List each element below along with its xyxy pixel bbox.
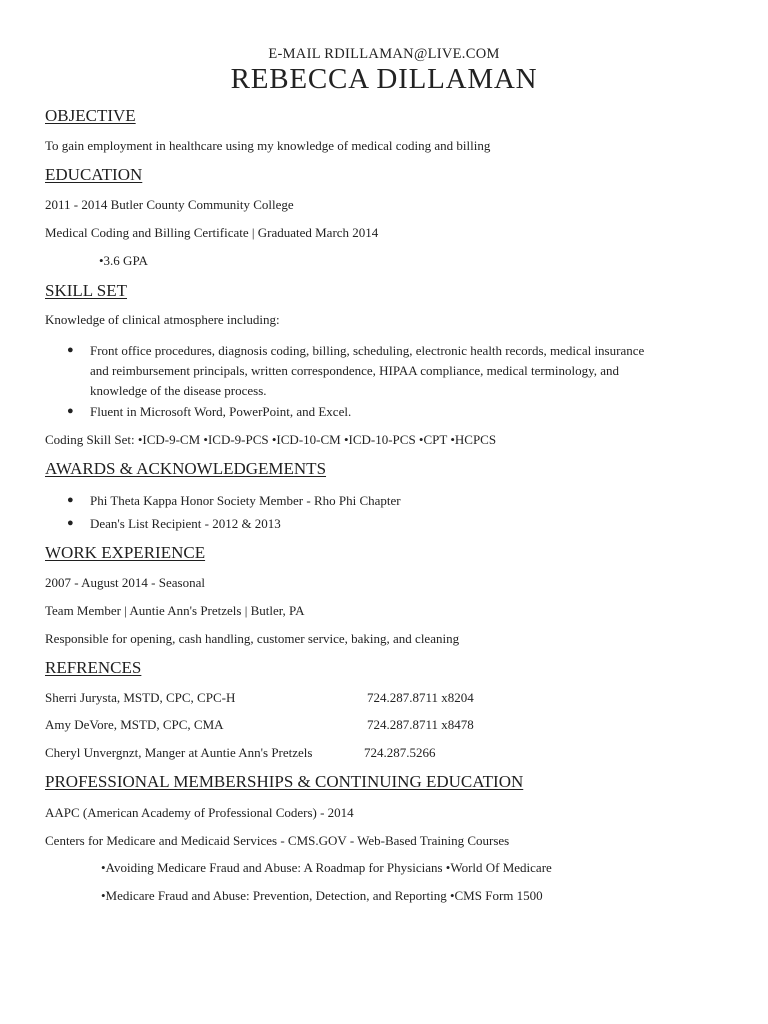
award-item: Phi Theta Kappa Honor Society Member - Rho Phi Chapter	[90, 493, 401, 508]
course-line: •Medicare Fraud and Abuse: Prevention, Detection, and Reporting •CMS Form 1500	[101, 888, 543, 903]
reference-name: Cheryl Unvergnzt, Manger at Auntie Ann's Pretzels	[45, 745, 313, 760]
bullet-icon: ●	[67, 494, 74, 506]
skills-intro: Knowledge of clinical atmosphere including:	[45, 312, 280, 327]
bullet-icon: ●	[67, 517, 74, 529]
awards-heading: AWARDS & ACKNOWLEDGEMENTS	[45, 459, 327, 478]
education-school: 2011 - 2014 Butler County Community College	[45, 197, 294, 212]
skills-bullet-line: Front office procedures, diagnosis coding, billing, scheduling, electronic health records, medical insurance	[90, 343, 645, 358]
membership-aapc: AAPC (American Academy of Professional Coders) - 2014	[45, 805, 354, 820]
objective-heading: OBJECTIVE	[45, 106, 136, 125]
reference-name: Sherri Jurysta, MSTD, CPC, CPC-H	[45, 690, 236, 705]
skills-bullet-line: knowledge of the disease process.	[90, 383, 267, 398]
skills-bullet-line: and reimbursement principals, written correspondence, HIPAA compliance, medical terminology, and	[90, 363, 619, 378]
coding-skill-set: Coding Skill Set: •ICD-9-CM •ICD-9-PCS •ICD-10-CM •ICD-10-PCS •CPT •HCPCS	[45, 432, 497, 447]
education-certificate: Medical Coding and Billing Certificate | Graduated March 2014	[45, 225, 379, 240]
bullet-icon: ●	[67, 344, 74, 356]
memberships-heading: PROFESSIONAL MEMBERSHIPS & CONTINUING EDUCATION	[45, 772, 524, 791]
reference-name: Amy DeVore, MSTD, CPC, CMA	[45, 717, 224, 732]
skills-heading: SKILL SET	[45, 281, 128, 300]
work-dates: 2007 - August 2014 - Seasonal	[45, 575, 205, 590]
email-line: E-MAIL RDILLAMAN@LIVE.COM	[268, 46, 500, 62]
work-description: Responsible for opening, cash handling, customer service, baking, and cleaning	[45, 631, 460, 646]
work-title: Team Member | Auntie Ann's Pretzels | Butler, PA	[45, 603, 305, 618]
bullet-icon: ●	[67, 405, 74, 417]
reference-phone: 724.287.8711 x8478	[367, 717, 474, 732]
skills-bullet-office: Fluent in Microsoft Word, PowerPoint, and Excel.	[90, 404, 352, 419]
membership-cms: Centers for Medicare and Medicaid Services - CMS.GOV - Web-Based Training Courses	[45, 833, 510, 848]
course-line: •Avoiding Medicare Fraud and Abuse: A Roadmap for Physicians •World Of Medicare	[101, 860, 552, 875]
reference-phone: 724.287.8711 x8204	[367, 690, 474, 705]
work-heading: WORK EXPERIENCE	[45, 543, 206, 562]
award-item: Dean's List Recipient - 2012 & 2013	[90, 516, 281, 531]
education-heading: EDUCATION	[45, 165, 143, 184]
education-gpa: •3.6 GPA	[99, 253, 148, 268]
references-heading: REFRENCES	[45, 658, 142, 677]
candidate-name: REBECCA DILLAMAN	[230, 63, 538, 95]
objective-text: To gain employment in healthcare using my knowledge of medical coding and billing	[45, 138, 491, 153]
reference-phone: 724.287.5266	[364, 745, 436, 760]
